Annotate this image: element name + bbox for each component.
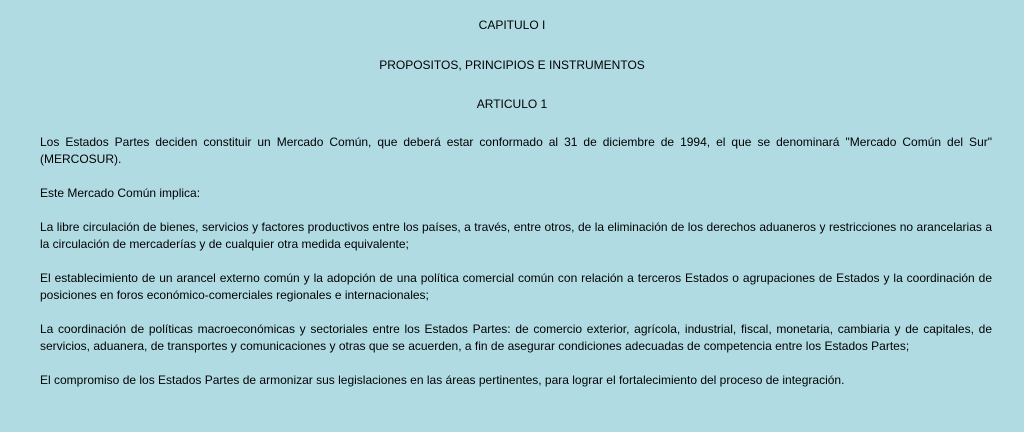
paragraph-free-circulation: La libre circulación de bienes, servicios y factores productivos entre los países, a través, entre otros, de la eliminación de los derechos aduaneros y restricciones no arancelarias a la circulación de mercaderías y de cualquier otra medida equivalente; xyxy=(40,220,992,251)
article-heading: ARTICULO 1 xyxy=(476,97,548,111)
paragraph-legislation-harmonization: El compromiso de los Estados Partes de armonizar sus legislaciones en las áreas pertinentes, para lograr el fortalecimiento del proceso de integración. xyxy=(40,373,845,387)
section-heading: PROPOSITOS, PRINCIPIOS E INSTRUMENTOS xyxy=(379,58,645,72)
paragraph-market-implies: Este Mercado Común implica: xyxy=(40,186,201,200)
paragraph-common-tariff: El establecimiento de un arancel externo común y la adopción de una política comercial común con relación a terceros Estados o agrupaciones de Estados y la coordinación de posiciones en foros económico-comerciales regionales e internacionales; xyxy=(40,271,992,302)
paragraph-market-constitution: Los Estados Partes deciden constituir un Mercado Común, que deberá estar conformado al 31 de diciembre de 1994, el que se denominará "Mercado Común del Sur" (MERCOSUR). xyxy=(40,135,992,166)
chapter-heading: CAPITULO I xyxy=(478,18,546,32)
article-body xyxy=(40,134,992,406)
paragraph-policy-coordination: La coordinación de políticas macroeconómicas y sectoriales entre los Estados Partes: de comercio exterior, agrícola, industrial, fiscal, monetaria, cambiaria y de capitales, de servicios, aduanera, de transportes y comunicaciones y otras que se acuerden, a fin de asegurar condiciones adecuadas de competencia entre los Estados Partes; xyxy=(40,322,992,353)
